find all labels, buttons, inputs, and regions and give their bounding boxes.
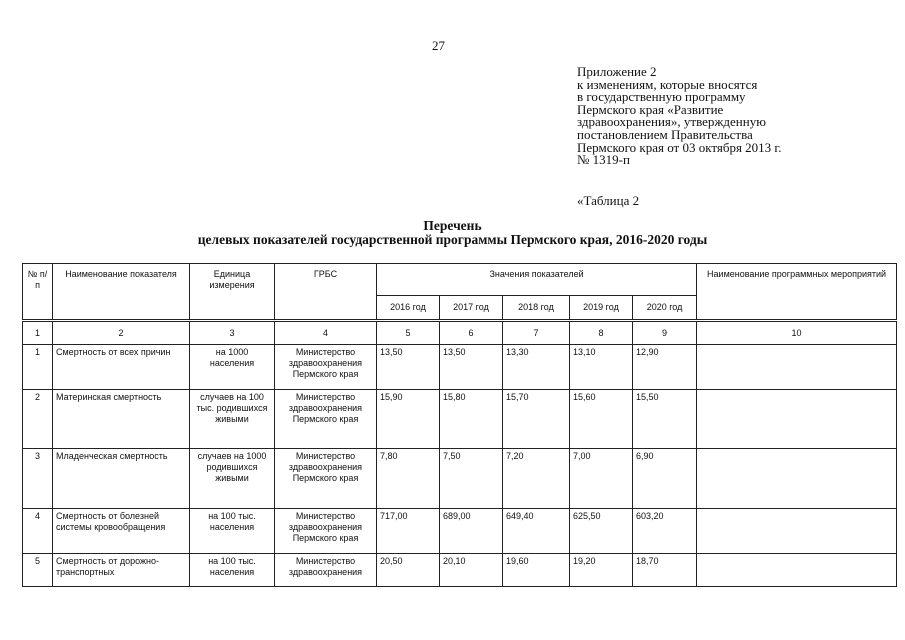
- column-number: 5: [377, 322, 440, 345]
- row-value: 13,50: [377, 345, 440, 390]
- table-row: [23, 554, 897, 587]
- row-name: Смертность от всех причин: [53, 345, 190, 390]
- header-year: 2018 год: [503, 296, 570, 320]
- table-label: «Таблица 2: [577, 193, 640, 208]
- row-activities: [697, 554, 897, 587]
- row-value: 625,50: [570, 509, 633, 554]
- appendix-line: здравоохранения», утвержденную: [577, 114, 766, 130]
- column-number: 7: [503, 322, 570, 345]
- appendix-note: [577, 66, 877, 167]
- appendix-line: постановлением Правительства: [577, 126, 753, 142]
- row-value: 13,10: [570, 345, 633, 390]
- row-value: 19,20: [570, 554, 633, 587]
- column-number: 3: [190, 322, 275, 345]
- row-activities: [697, 509, 897, 554]
- row-value: 15,80: [440, 390, 503, 449]
- title-line-1: Перечень: [423, 218, 482, 233]
- row-num: 3: [23, 449, 53, 509]
- row-name: Смертность от дорожно-транспортных: [53, 554, 190, 587]
- column-number: 8: [570, 322, 633, 345]
- table-row: [23, 449, 897, 509]
- page-number: 27: [432, 38, 445, 53]
- title-line-2: целевых показателей государственной программы Пермского края, 2016-2020 годы: [197, 232, 708, 247]
- appendix-line: в государственную программу: [577, 89, 746, 105]
- row-value: 13,50: [440, 345, 503, 390]
- header-name: Наименование показателя: [53, 264, 190, 320]
- row-value: 7,50: [440, 449, 503, 509]
- row-value: 20,10: [440, 554, 503, 587]
- row-value: 12,90: [633, 345, 697, 390]
- appendix-line: № 1319-п: [577, 152, 630, 168]
- document-title: [0, 219, 905, 247]
- row-unit: случаев на 100 тыс. родившихся живыми: [190, 390, 275, 449]
- row-value: 689,00: [440, 509, 503, 554]
- row-value: 20,50: [377, 554, 440, 587]
- header-num: № п/п: [23, 264, 53, 320]
- row-grbs: Министерство здравоохранения Пермского края: [275, 345, 377, 390]
- column-number: 2: [53, 322, 190, 345]
- row-value: 717,00: [377, 509, 440, 554]
- row-name: Материнская смертность: [53, 390, 190, 449]
- appendix-line: к изменениям, которые вносятся: [577, 76, 758, 92]
- header-activities: Наименование программных мероприятий: [697, 264, 897, 320]
- row-name: Смертность от болезней системы кровообращения: [53, 509, 190, 554]
- row-unit: на 100 тыс. населения: [190, 554, 275, 587]
- row-value: 649,40: [503, 509, 570, 554]
- row-value: 15,60: [570, 390, 633, 449]
- row-grbs: Министерство здравоохранения Пермского края: [275, 449, 377, 509]
- row-value: 7,20: [503, 449, 570, 509]
- header-values: Значения показателей: [377, 264, 697, 296]
- table-row: [23, 345, 897, 390]
- table-row: [23, 509, 897, 554]
- row-value: 603,20: [633, 509, 697, 554]
- row-activities: [697, 345, 897, 390]
- row-value: 18,70: [633, 554, 697, 587]
- column-number: 1: [23, 322, 53, 345]
- row-value: 15,70: [503, 390, 570, 449]
- appendix-line: Пермского края «Развитие: [577, 101, 724, 117]
- row-grbs: Министерство здравоохранения Пермского края: [275, 390, 377, 449]
- column-number: 9: [633, 322, 697, 345]
- row-grbs: Министерство здравоохранения Пермского края: [275, 509, 377, 554]
- row-grbs: Министерство здравоохранения: [275, 554, 377, 587]
- row-num: 2: [23, 390, 53, 449]
- column-number: 10: [697, 322, 897, 345]
- appendix-line: Приложение 2: [577, 64, 657, 79]
- appendix-line: Пермского края от 03 октября 2013 г.: [577, 139, 782, 155]
- row-num: 4: [23, 509, 53, 554]
- header-year: 2020 год: [633, 296, 697, 320]
- row-unit: на 100 тыс. населения: [190, 509, 275, 554]
- row-unit: случаев на 1000 родившихся живыми: [190, 449, 275, 509]
- row-activities: [697, 449, 897, 509]
- row-value: 15,90: [377, 390, 440, 449]
- row-value: 7,00: [570, 449, 633, 509]
- row-value: 19,60: [503, 554, 570, 587]
- header-year: 2016 год: [377, 296, 440, 320]
- table-row: [23, 390, 897, 449]
- column-number-row: [23, 322, 897, 345]
- row-value: 7,80: [377, 449, 440, 509]
- row-name: Младенческая смертность: [53, 449, 190, 509]
- header-unit: Единица измерения: [190, 264, 275, 320]
- row-num: 1: [23, 345, 53, 390]
- column-number: 4: [275, 322, 377, 345]
- row-activities: [697, 390, 897, 449]
- header-grbs: ГРБС: [275, 264, 377, 320]
- row-num: 5: [23, 554, 53, 587]
- header-year: 2019 год: [570, 296, 633, 320]
- row-value: 15,50: [633, 390, 697, 449]
- header-year: 2017 год: [440, 296, 503, 320]
- row-unit: на 1000 населения: [190, 345, 275, 390]
- row-value: 13,30: [503, 345, 570, 390]
- column-number: 6: [440, 322, 503, 345]
- indicators-table: [22, 263, 897, 587]
- row-value: 6,90: [633, 449, 697, 509]
